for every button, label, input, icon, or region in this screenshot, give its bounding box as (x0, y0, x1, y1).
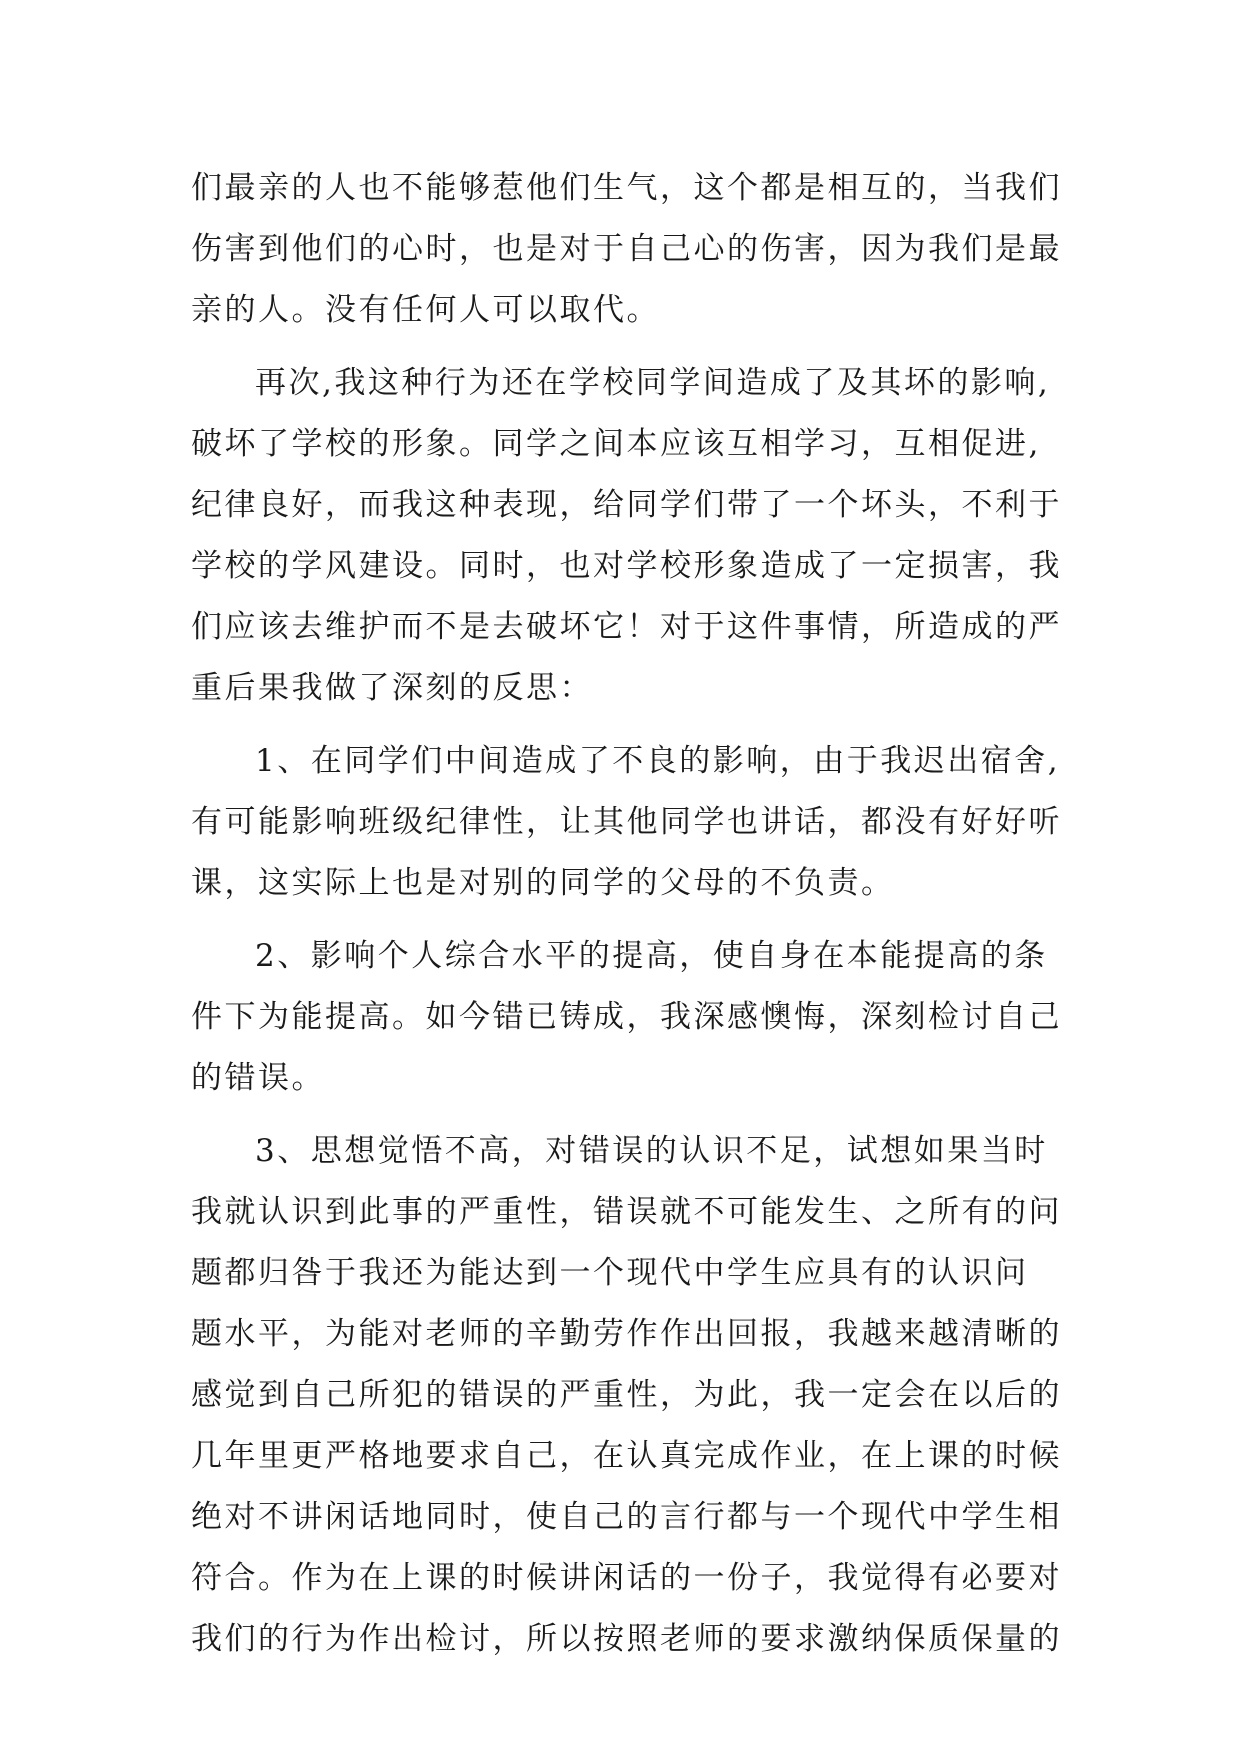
text-line: 学校的学风建设。同时，也对学校形象造成了一定损害，我 (191, 548, 1062, 584)
text-line: 件下为能提高。如今错已铸成，我深感懊悔，深刻检讨自己 (191, 999, 1062, 1035)
paragraph-5 (191, 1121, 1062, 1670)
text-line: 再次,我这种行为还在学校同学间造成了及其坏的影响, (255, 365, 1051, 401)
text-line: 题都归咎于我还为能达到一个现代中学生应具有的认识问 (191, 1255, 1029, 1291)
text-line: 感觉到自己所犯的错误的严重性，为此，我一定会在以后的 (191, 1377, 1062, 1413)
text-line: 重后果我做了深刻的反思： (191, 670, 593, 706)
text-line: 1、在同学们中间造成了不良的影响，由于我迟出宿舍, (255, 743, 1061, 779)
text-line: 2、影响个人综合水平的提高，使自身在本能提高的条 (255, 938, 1048, 974)
text-line: 3、思想觉悟不高，对错误的认识不足，试想如果当时 (255, 1133, 1048, 1169)
text-line: 题水平，为能对老师的辛勤劳作作出回报，我越来越清晰的 (191, 1316, 1062, 1352)
text-line: 符合。作为在上课的时候讲闲话的一份子，我觉得有必要对 (191, 1560, 1062, 1596)
text-line: 我们的行为作出检讨，所以按照老师的要求激纳保质保量的 (191, 1621, 1062, 1657)
paragraph-4 (191, 926, 1062, 1109)
text-line: 几年里更严格地要求自己，在认真完成作业，在上课的时候 (191, 1438, 1062, 1474)
text-line: 纪律良好，而我这种表现，给同学们带了一个坏头，不利于 (191, 487, 1062, 523)
text-line: 的错误。 (191, 1060, 325, 1096)
text-line: 们应该去维护而不是去破坏它！对于这件事情，所造成的严 (191, 609, 1062, 645)
paragraph-1 (191, 158, 1062, 341)
text-line: 课，这实际上也是对别的同学的父母的不负责。 (191, 865, 895, 901)
text-line: 伤害到他们的心时，也是对于自己心的伤害，因为我们是最 (191, 231, 1062, 267)
text-line: 破坏了学校的形象。同学之间本应该互相学习，互相促进, (191, 426, 1041, 462)
paragraph-3 (191, 731, 1062, 914)
document-body (191, 158, 1062, 1670)
paragraph-2 (191, 353, 1062, 719)
text-line: 们最亲的人也不能够惹他们生气，这个都是相互的，当我们 (191, 170, 1062, 206)
text-line: 有可能影响班级纪律性，让其他同学也讲话，都没有好好听 (191, 804, 1062, 840)
text-line: 我就认识到此事的严重性，错误就不可能发生、之所有的问 (191, 1194, 1062, 1230)
text-line: 亲的人。没有任何人可以取代。 (191, 292, 660, 328)
text-line: 绝对不讲闲话地同时，使自己的言行都与一个现代中学生相 (191, 1499, 1062, 1535)
